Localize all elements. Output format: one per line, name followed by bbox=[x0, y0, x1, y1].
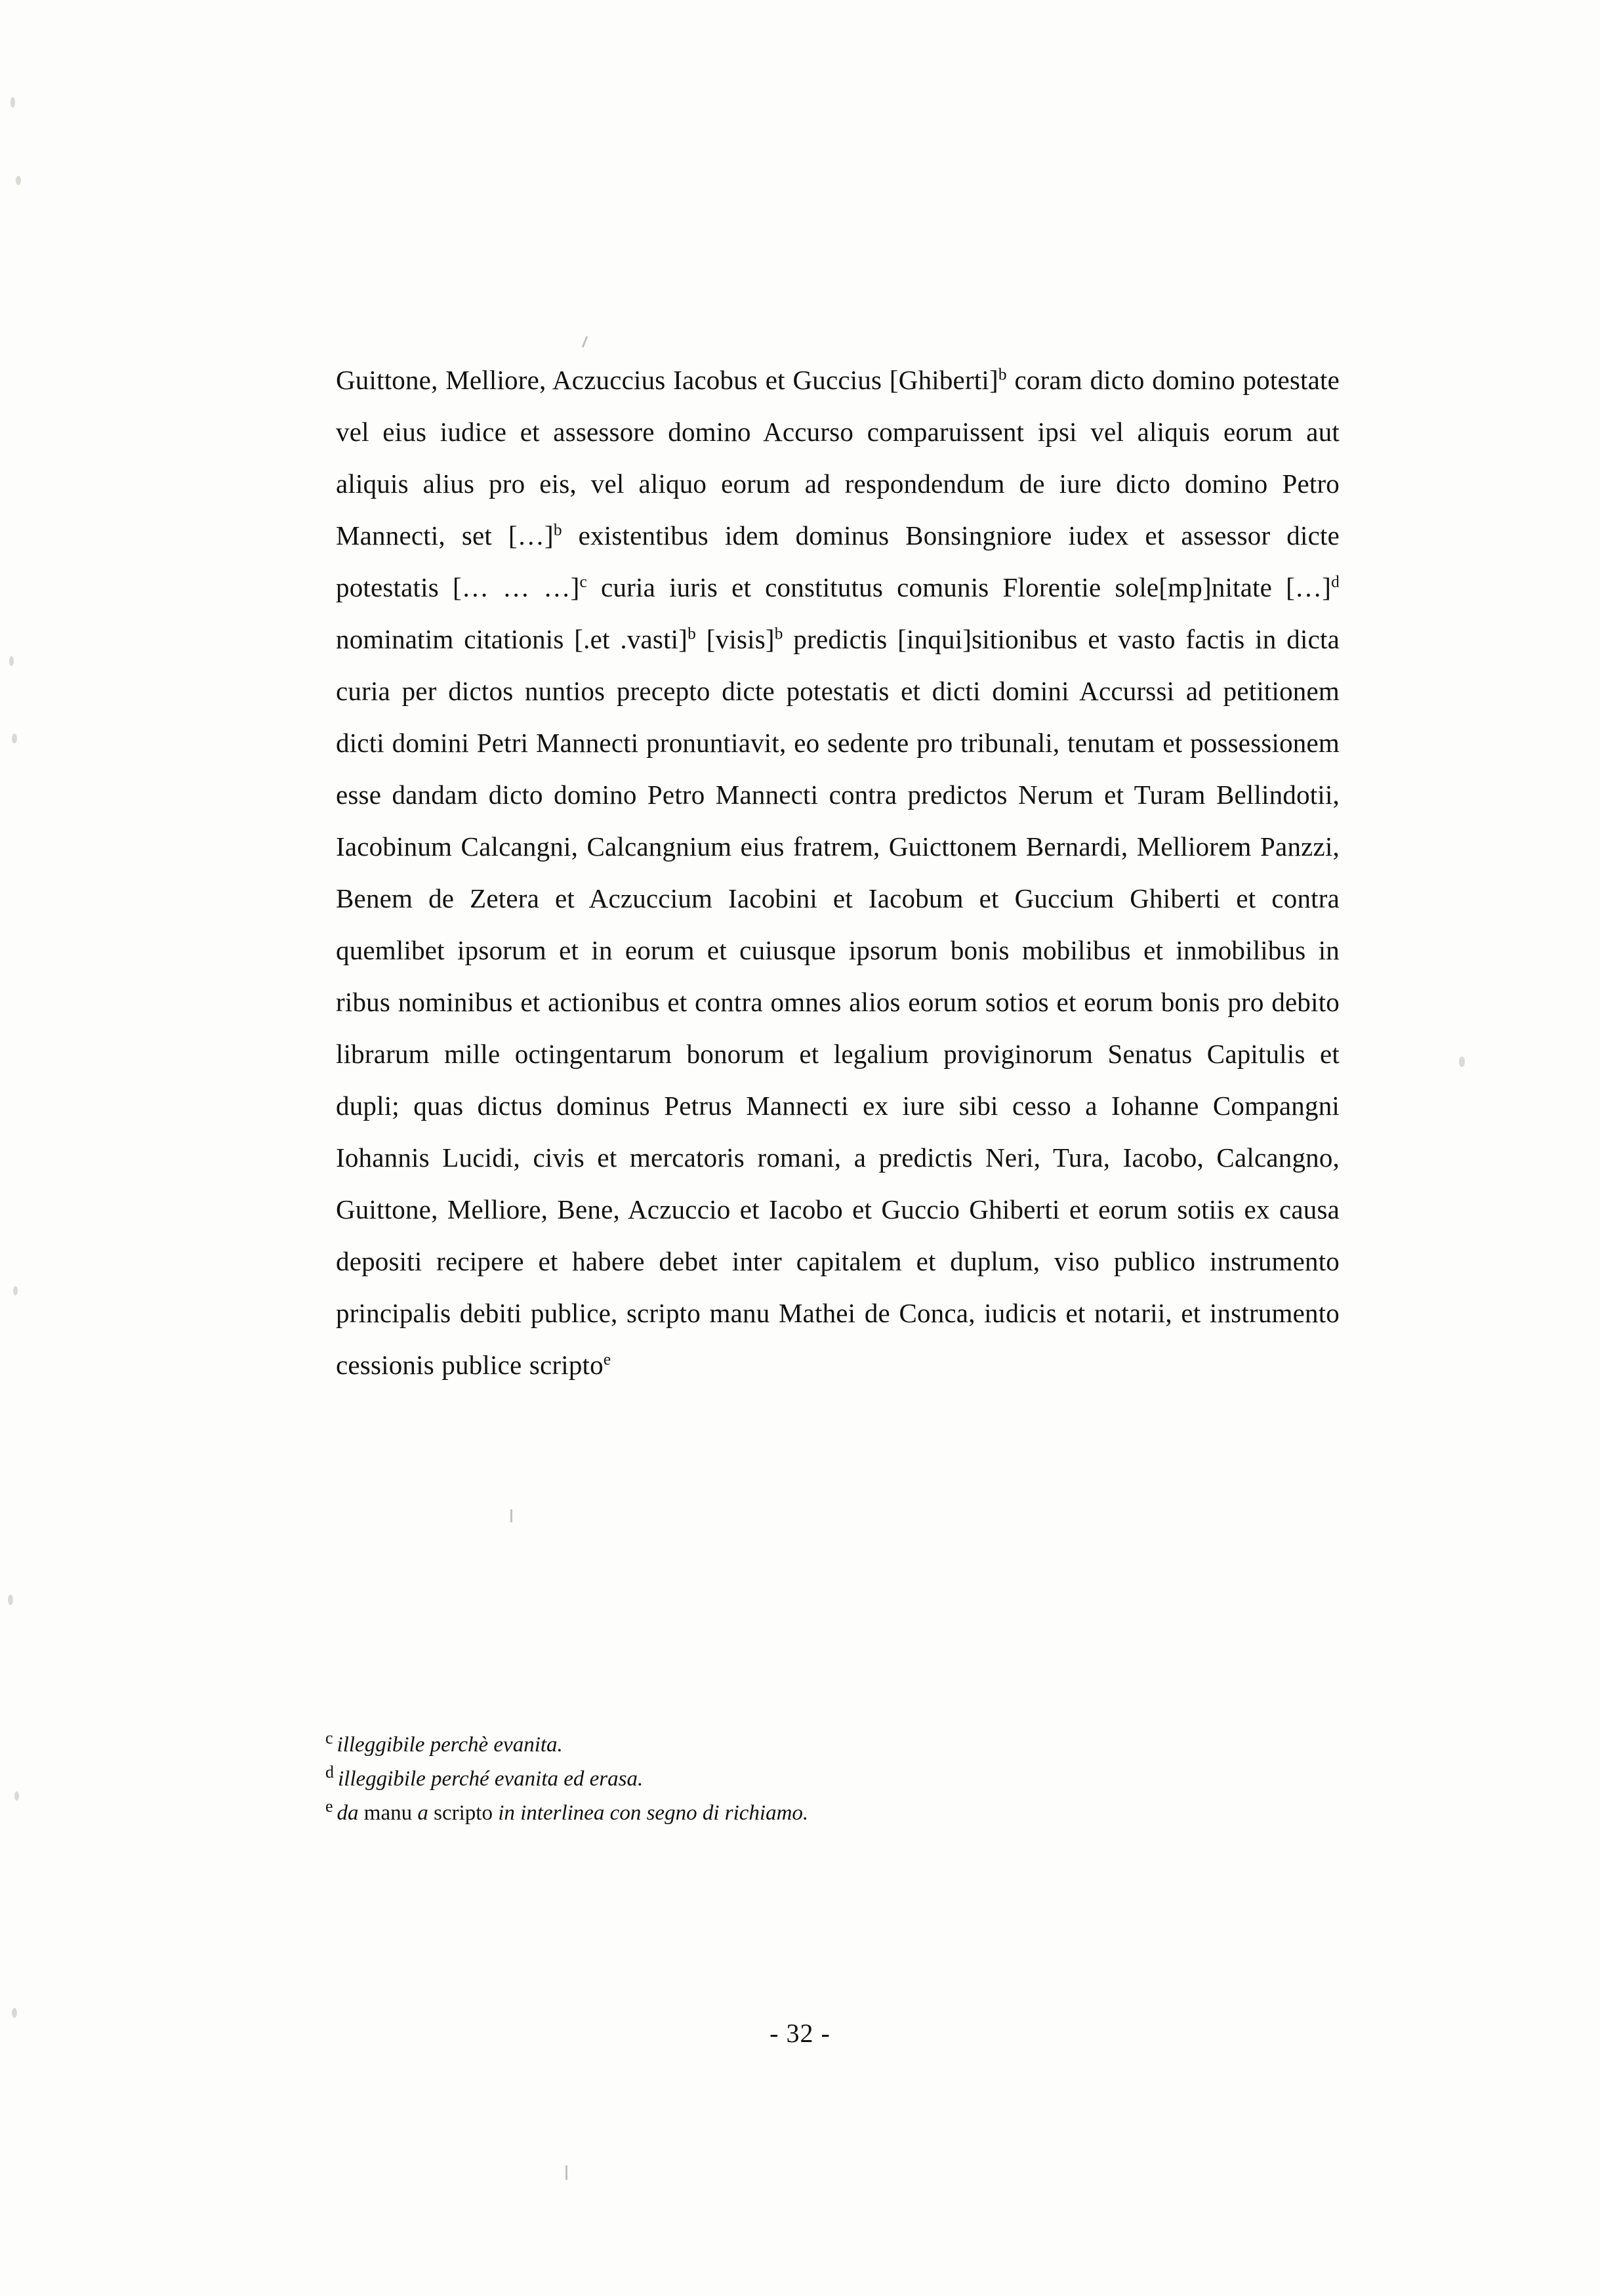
scan-speckle bbox=[10, 97, 15, 108]
scan-speckle bbox=[12, 2008, 17, 2018]
footnote-marker: c bbox=[325, 1728, 333, 1747]
scan-speckle bbox=[16, 176, 21, 185]
footnote-marker: d bbox=[325, 1763, 334, 1782]
scan-speckle bbox=[9, 656, 14, 666]
transcription-body bbox=[336, 354, 1340, 1391]
scan-speckle bbox=[1459, 1056, 1465, 1067]
scan-speckle bbox=[14, 1791, 19, 1801]
footnotes-block bbox=[325, 1729, 1349, 1831]
footnote-item bbox=[325, 1729, 1349, 1761]
pencil-tick bbox=[510, 1509, 512, 1522]
footnote-text: da manu a scripto in interlinea con segno di richiamo. bbox=[337, 1801, 809, 1825]
footnote-marker: e bbox=[325, 1797, 333, 1816]
pencil-tick bbox=[582, 336, 588, 348]
pencil-tick bbox=[565, 2165, 567, 2180]
footnote-item bbox=[325, 1797, 1349, 1829]
scan-speckle bbox=[13, 1286, 18, 1295]
footnote-text: illeggibile perchè evanita. bbox=[337, 1733, 563, 1757]
page-number: - 32 - bbox=[769, 2018, 831, 2048]
transcription-paragraph: Guittone, Melliore, Aczuccius Iacobus et Guccius [Ghiberti]$^b$ coram dicto domino potestate vel eius iudice et assessore domino Accurso comparuissent ipsi vel aliquis eorum aut aliquis alius pro eis, vel aliquo eorum ad respondendum de iure dicto domino Petro Mannecti, set […]$^b$ existentibus idem dominus Bonsingniore iudex et assessor dicte potestatis [… … …]$^c$ curia iuris et constitutus comunis Florentie sole[mp]nitate […]$^d$ nominatim citationis [.et .vasti]$^b$ [visis]$^b$ predictis [inqui]sitionibus et vasto factis in dicta curia per dictos nuntios precepto dicte potestatis et dicti domini Accurssi ad petitionem dicti domini Petri Mannecti pronuntiavit, eo sedente pro tribunali, tenutam et possessionem esse dandam dicto domino Petro Mannecti contra predictos Nerum et Turam Bellindotii, Iacobinum Calcangni, Calcangnium eius fratrem, Guicttonem Bernardi, Melliorem Panzzi, Benem de Zetera et Aczuccium Iacobini et Iacobum et Guccium Ghiberti et contra quemlibet ipsorum et in eorum et cuiusque ipsorum bonis mobilibus et inmobilibus in ribus nominibus et actionibus et contra omnes alios eorum sotios et eorum bonis pro debito librarum mille octingentarum bonorum et legalium proviginorum Senatus Capitulis et dupli; quas dictus dominus Petrus Mannecti ex iure sibi cesso a Iohanne Compangni Iohannis Lucidi, civis et mercatoris romani, a predictis Neri, Tura, Iacobo, Calcangno, Guittone, Melliore, Bene, Aczuccio et Iacobo et Guccio Ghiberti et eorum sotiis ex causa depositi recipere et habere debet inter capitalem et duplum, viso publico instrumento principalis debiti publice, scripto manu Mathei de Conca, iudicis et notarii, et instrumento cessionis publice scripto$^e$ bbox=[336, 365, 1340, 1380]
scan-speckle bbox=[12, 734, 17, 743]
footnote-text: illeggibile perché evanita ed erasa. bbox=[338, 1767, 644, 1791]
scan-speckle bbox=[8, 1595, 13, 1605]
footnote-item bbox=[325, 1763, 1349, 1795]
